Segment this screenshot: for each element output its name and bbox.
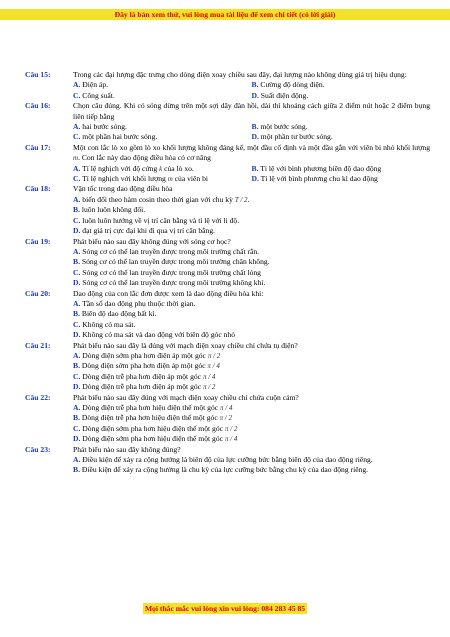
question-number: Câu 17:	[25, 142, 51, 152]
option-b: B. Dòng điện sớm pha hơn điện áp một góc π / 4	[73, 361, 220, 371]
option-a: A. biến đổi theo hàm cosin theo thời gian với chu kỳ T / 2.	[73, 194, 250, 204]
question-text: Trong các đại lượng đặc trưng cho dòng điện xoay chiều sau đây, đại lượng nào không dùng giá trị hiệu dụng:	[73, 70, 407, 79]
question-21	[25, 341, 430, 351]
option-d: D. Sóng cơ có thể lan truyền được trong môi trường không khí.	[73, 278, 266, 288]
option-a: A. Sóng cơ có thể lan truyền được trong môi trường chất rắn.	[73, 246, 260, 256]
option-a: A. Điện áp.	[73, 80, 109, 90]
footer-text: Mọi thắc mắc vui lòng xin vui lòng: 084 283 45 85	[144, 604, 306, 613]
question-20	[25, 289, 430, 299]
option-d: D. Suất điện động.	[251, 90, 309, 100]
option-b: B. Sóng cơ có thể lan truyền được trong môi trường chân không.	[73, 257, 270, 267]
preview-banner: Đây là bản xem thử, vui lòng mua tài liệu để xem chi tiết (có lời giải)	[0, 9, 450, 20]
option-c: C. Công suất.	[73, 90, 115, 100]
option-d: D. Dòng điện sớm pha hơn hiệu điện thế một góc π / 4	[73, 434, 238, 444]
question-text: Phát biểu nào sau đây không đúng?	[73, 444, 181, 454]
question-number: Câu 21:	[25, 340, 51, 350]
option-b: B. luôn luôn không đổi.	[73, 205, 146, 215]
math-symbol: m	[73, 154, 79, 163]
option-a: A. Tỉ lệ nghịch với độ cứng k của lò xo.	[73, 163, 194, 173]
option-b: B. một bước sóng.	[251, 122, 308, 132]
question-number: Câu 23:	[25, 444, 51, 454]
option-b: B. Tỉ lệ với bình phương biên độ dao động	[251, 163, 382, 173]
option-c: C. Dòng điện trễ pha hơn điện áp một góc π / 4	[73, 371, 216, 381]
question-16	[25, 101, 430, 122]
option-b: B. Biên độ dao động bất kì.	[73, 309, 157, 319]
question-number: Câu 22:	[25, 392, 51, 402]
question-19	[25, 237, 430, 247]
contact-footer	[0, 604, 450, 613]
option-c: C. một phần hai bước sóng.	[73, 132, 158, 142]
option-a: A. hai bước sóng.	[73, 122, 127, 132]
option-d: D. Không có ma sát và dao động với biên độ góc nhỏ	[73, 330, 235, 340]
question-23	[25, 445, 430, 455]
option-c: C. Sóng cơ có thể lan truyền được trong môi trường chất lỏng	[73, 267, 261, 277]
option-c: C. Không có ma sát.	[73, 319, 136, 329]
question-number: Câu 16:	[25, 101, 51, 111]
question-number: Câu 19:	[25, 236, 51, 246]
option-d: D. đạt giá trị cực đại khi đi qua vị trí cân bằng.	[73, 226, 216, 236]
option-d: D. Tỉ lệ với bình phương chu kì dao động	[251, 174, 378, 184]
option-c: C. Dòng điện sớm pha hơn hiệu điện thế một góc π / 2	[73, 423, 238, 433]
question-15	[25, 70, 430, 80]
option-b: B. Dòng điện trễ pha hơn hiệu điện thế một góc π / 2	[73, 413, 233, 423]
option-d: D. Dòng điện trễ pha hơn điện áp một góc π / 2	[73, 382, 216, 392]
question-text: Một con lắc lò xo gồm lò xo khối lượng không đáng kể, một đầu cố định và một đầu gắn với viên bi nhỏ khối lượng m. Con lắc này dao động điều hòa có cơ năng	[73, 142, 430, 163]
question-text: Dao động của con lắc đơn được xem là dao động điều hòa khi:	[73, 288, 264, 298]
option-a: A. Điều kiện để xảy ra cộng hưởng là biên độ của lực cưỡng bức bằng biên độ của dao động riêng.	[73, 455, 373, 465]
option-c: C. luôn luôn hướng về vị trí cân bằng và tỉ lệ với li độ.	[73, 215, 240, 225]
question-text: Vận tốc trong dao động điều hòa	[73, 184, 173, 194]
option-b: B. Điều kiện để xảy ra cộng hưởng là chu kỳ của lực cưỡng bức bằng chu kỳ của dao động riêng.	[73, 465, 369, 475]
question-17	[25, 143, 430, 164]
question-text: Phát biểu nào sau đây không đúng với sóng cơ học?	[73, 236, 231, 246]
option-c: C. Tỉ lệ nghịch với khối lượng m của viên bi	[73, 174, 209, 184]
question-22	[25, 393, 430, 403]
option-d: D. một phần tư bước sóng.	[251, 132, 333, 142]
option-a: A. Tần số dao động phụ thuộc thời gian.	[73, 298, 196, 308]
option-a: A. Dòng điện sớm pha hơn điện áp một góc π / 2	[73, 350, 221, 360]
question-list	[25, 70, 430, 476]
question-number: Câu 20:	[25, 288, 51, 298]
option-b: B. Cường độ dòng điện.	[251, 80, 325, 90]
question-number: Câu 15:	[25, 70, 51, 79]
question-text: Phát biểu nào sau đây là đúng với mạch điện xoay chiều chỉ chứa tụ điện?	[73, 340, 298, 350]
question-text: Chọn câu đúng. Khi có sóng dừng trên một sợi dây đàn hồi, dài thì khoảng cách giữa 2 điểm nút hoặc 2 điểm bụng liên tiếp bằng	[73, 101, 430, 121]
question-number: Câu 18:	[25, 184, 51, 194]
question-18	[25, 184, 430, 194]
option-a: A. Dòng điện trễ pha hơn hiệu điện thế một góc π / 4	[73, 403, 233, 412]
question-text: Phát biểu nào sau đây đúng với mạch điện xoay chiều chỉ chứa cuộn cảm?	[73, 392, 299, 402]
